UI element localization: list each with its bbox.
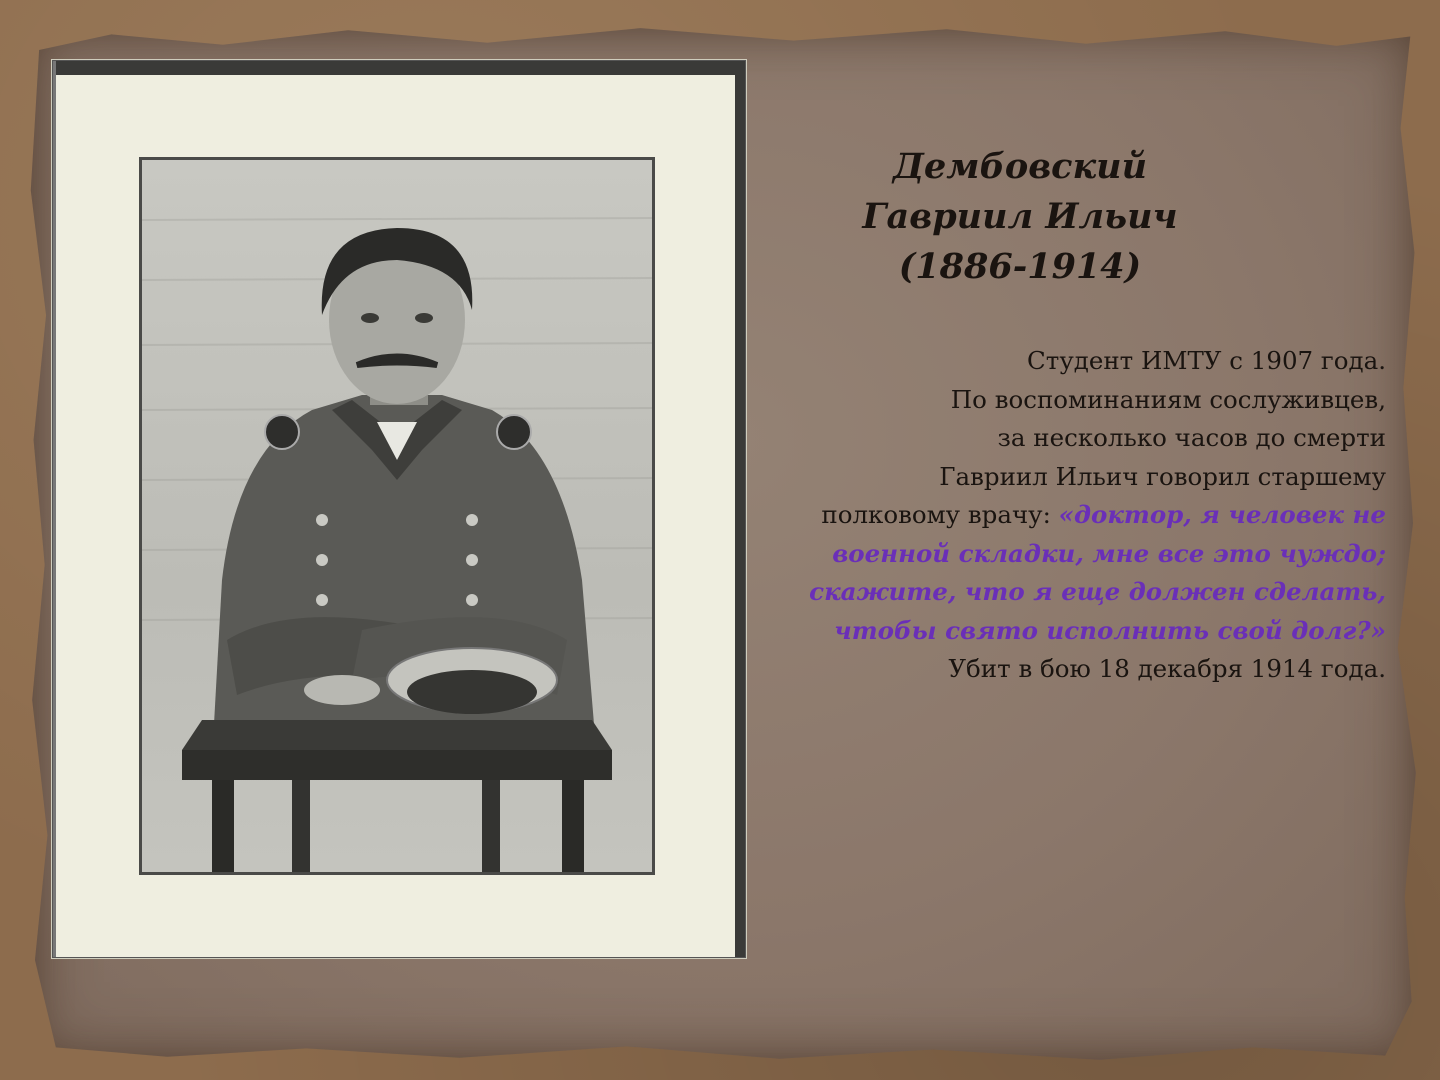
mount-top-shadow [53,61,745,75]
person-name-title [800,142,1240,292]
mount-right-shadow [735,61,745,957]
portrait-illustration [142,160,652,872]
bio-line-with-quote-start [760,496,1386,535]
bio-line: Студент ИМТУ с 1907 года. [1027,346,1386,375]
title-lifespan: (1886-1914) [898,246,1142,287]
mount-left-edge [53,61,56,957]
bio-line: Гавриил Ильич говорил старшему [939,461,1386,491]
bio-line-death: Убит в бою 18 декабря 1914 года. [948,654,1386,683]
quote-text: чтобы свято исполнить свой долг?» [834,615,1386,645]
bio-line-plain: полковому врачу: [821,500,1059,529]
photo-mount [52,60,746,958]
bio-line: По воспоминаниям сослуживцев, [950,384,1386,414]
title-given-names: Гавриил Ильич [862,196,1178,237]
title-surname: Дембовский [892,146,1148,187]
quote-text: скажите, что я еще должен сделать, [809,577,1386,606]
portrait-photo [139,157,655,875]
biography-text [760,342,1386,689]
quote-text: «доктор, я человек не [1058,500,1386,529]
quote-text: военной складки, мне все это чуждо; [832,538,1386,568]
bio-line: за несколько часов до смерти [997,423,1386,452]
